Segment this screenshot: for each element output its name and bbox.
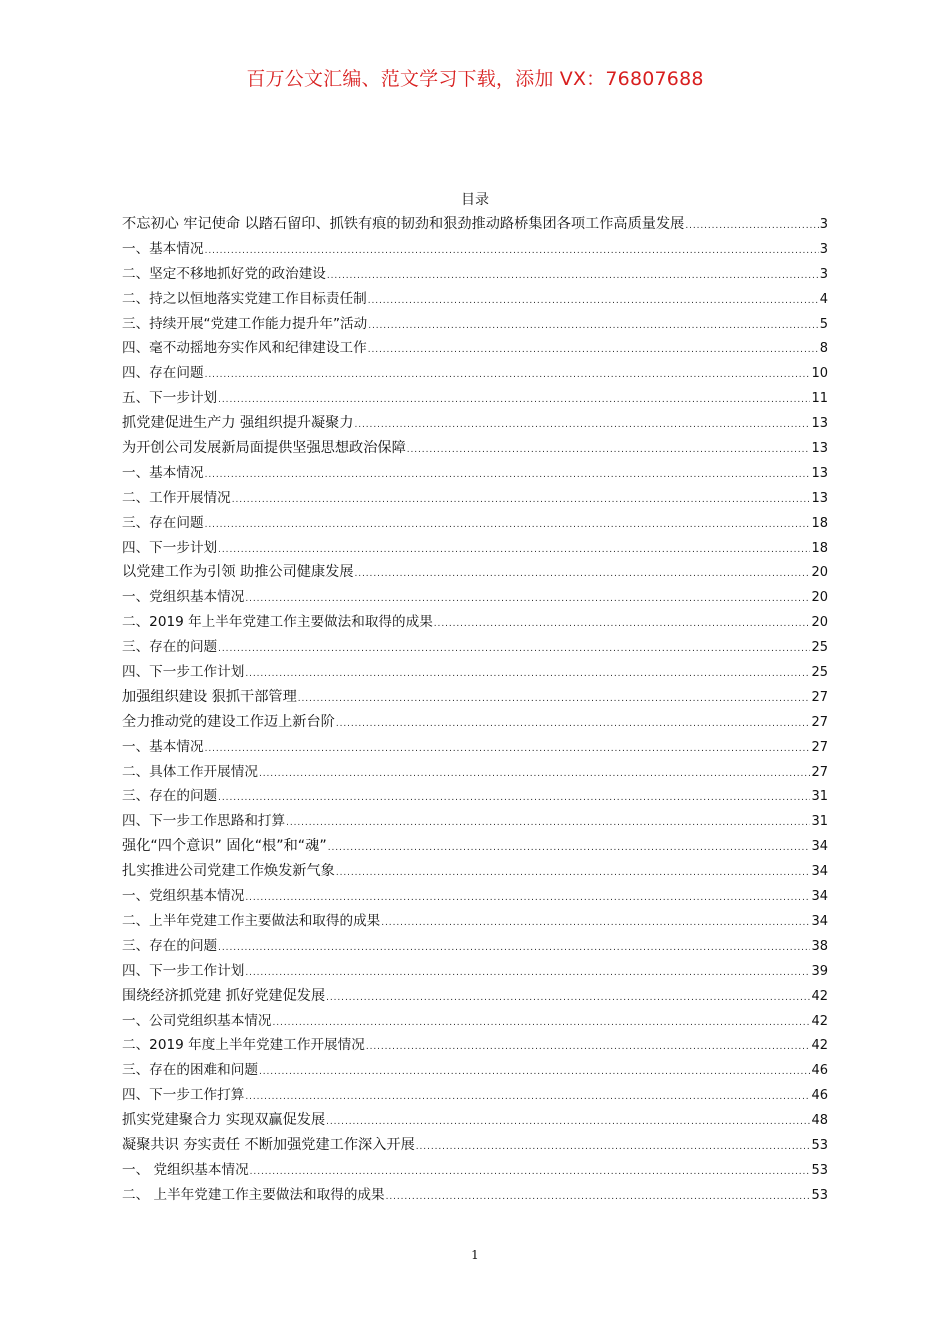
toc-entry-page: 42: [811, 1013, 828, 1029]
toc-entry[interactable]: [122, 710, 828, 735]
toc-entry-title: 加强组织建设 狠抓干部管理: [122, 688, 297, 705]
toc-dot-leader: [434, 612, 811, 637]
toc-entry-page: 27: [811, 689, 828, 705]
toc-entry-title: 以党建工作为引领 助推公司健康发展: [122, 564, 354, 581]
toc-entry-page: 38: [811, 938, 828, 954]
toc-entry[interactable]: [122, 461, 828, 486]
toc-entry-title: 二、上半年党建工作主要做法和取得的成果: [122, 912, 381, 929]
toc-entry-page: 13: [811, 416, 828, 432]
toc-entry-title: 五、下一步计划: [122, 390, 218, 407]
toc-dot-leader: [245, 587, 810, 612]
toc-dot-leader: [205, 737, 811, 762]
toc-entry-title: 抓实党建聚合力 实现双赢促发展: [122, 1112, 326, 1129]
toc-entry-title: 一、 党组织基本情况: [122, 1161, 249, 1178]
toc-dot-leader: [407, 438, 811, 463]
page-number: 1: [471, 1248, 479, 1262]
toc-entry-page: 13: [811, 490, 828, 506]
toc-dot-leader: [368, 289, 819, 314]
toc-entry-page: 34: [811, 864, 828, 880]
toc-entry-title: 一、基本情况: [122, 240, 204, 257]
toc-dot-leader: [286, 811, 810, 836]
toc-entry-page: 20: [811, 565, 828, 581]
toc-dot-leader: [218, 637, 810, 662]
toc-entry[interactable]: [122, 959, 828, 984]
toc-dot-leader: [368, 314, 819, 339]
toc-entry-title: 为开创公司发展新局面提供坚强思想政治保障: [122, 440, 406, 457]
toc-entry-title: 二、 上半年党建工作主要做法和取得的成果: [122, 1186, 385, 1203]
toc-entry-title: 四、存在问题: [122, 365, 204, 382]
toc-entry-page: 18: [811, 515, 828, 531]
toc-entry-title: 四、下一步工作打算: [122, 1087, 245, 1104]
toc-entry[interactable]: [122, 909, 828, 934]
toc-entry-title: 二、2019 年度上半年党建工作开展情况: [122, 1037, 365, 1054]
toc-dot-leader: [218, 936, 810, 961]
toc-entry[interactable]: [122, 1033, 828, 1058]
toc-entry-title: 抓党建促进生产力 强组织提升凝聚力: [122, 415, 354, 432]
toc-dot-leader: [336, 861, 811, 886]
toc-entry[interactable]: [122, 859, 828, 884]
toc-entry-page: 3: [819, 266, 828, 282]
toc-dot-leader: [381, 911, 810, 936]
toc-entry-title: 三、存在问题: [122, 514, 204, 531]
toc-dot-leader: [328, 836, 811, 861]
toc-entry-title: 二、坚定不移地抓好党的政治建设: [122, 265, 326, 282]
toc-dot-leader: [366, 1035, 811, 1060]
toc-dot-leader: [416, 1135, 811, 1160]
toc-dot-leader: [218, 388, 810, 413]
toc-entry-page: 25: [811, 640, 828, 656]
toc-dot-leader: [218, 786, 810, 811]
toc-entry-page: 27: [811, 714, 828, 730]
toc-entry-page: 31: [811, 789, 828, 805]
toc-dot-leader: [327, 264, 819, 289]
toc-entry[interactable]: [122, 1009, 828, 1034]
toc-dot-leader: [326, 1110, 810, 1135]
toc-entry-page: 10: [811, 366, 828, 382]
toc-entry[interactable]: [122, 511, 828, 536]
toc-entry[interactable]: [122, 287, 828, 312]
toc-entry-title: 三、存在的困难和问题: [122, 1062, 258, 1079]
toc-entry[interactable]: [122, 1083, 828, 1108]
toc-dot-leader: [336, 712, 811, 737]
toc-entry-page: 31: [811, 814, 828, 830]
toc-entry-title: 三、存在的问题: [122, 639, 218, 656]
toc-entry-title: 四、下一步计划: [122, 539, 218, 556]
toc-entry-page: 3: [819, 217, 828, 232]
toc-entry[interactable]: [122, 411, 828, 436]
toc-entry-page: 53: [811, 1162, 828, 1178]
toc-entry-page: 13: [811, 441, 828, 457]
toc-dot-leader: [205, 513, 811, 538]
toc-entry[interactable]: [122, 386, 828, 411]
toc-entry-title: 四、下一步工作计划: [122, 664, 245, 681]
toc-entry[interactable]: [122, 834, 828, 859]
toc-entry-page: 8: [819, 341, 828, 357]
toc-entry-title: 二、2019 年上半年党建工作主要做法和取得的成果: [122, 614, 433, 631]
toc-entry-title: 扎实推进公司党建工作焕发新气象: [122, 863, 335, 880]
toc-entry-page: 46: [811, 1063, 828, 1079]
toc-entry-title: 一、基本情况: [122, 738, 204, 755]
toc-entry[interactable]: [122, 610, 828, 635]
toc-title: 目录: [461, 192, 489, 208]
toc-entry-page: 39: [811, 963, 828, 979]
toc-entry-page: 4: [819, 291, 828, 307]
toc-entry[interactable]: [122, 760, 828, 785]
table-of-contents: [122, 212, 828, 1208]
toc-entry[interactable]: [122, 361, 828, 386]
toc-dot-leader: [232, 488, 811, 513]
toc-entry-page: 20: [811, 590, 828, 606]
toc-dot-leader: [205, 463, 811, 488]
toc-entry-page: 25: [811, 665, 828, 681]
toc-entry-page: 3: [819, 241, 828, 257]
toc-dot-leader: [273, 1011, 811, 1036]
toc-entry[interactable]: [122, 735, 828, 760]
toc-dot-leader: [386, 1185, 811, 1210]
toc-entry-title: 强化“四个意识” 固化“根”和“魂”: [122, 838, 327, 855]
toc-entry[interactable]: [122, 585, 828, 610]
toc-entry-page: 27: [811, 739, 828, 755]
toc-entry-title: 不忘初心 牢记使命 以踏石留印、抓铁有痕的韧劲和狠劲推动路桥集团各项工作高质量发展: [122, 216, 685, 232]
toc-dot-leader: [245, 662, 810, 687]
toc-entry-title: 凝聚共识 夯实责任 不断加强党建工作深入开展: [122, 1136, 415, 1153]
toc-entry-page: 18: [811, 540, 828, 556]
toc-entry-title: 全力推动党的建设工作迈上新台阶: [122, 713, 335, 730]
toc-entry-page: 13: [811, 465, 828, 481]
toc-entry-title: 二、工作开展情况: [122, 489, 231, 506]
toc-entry-title: 一、公司党组织基本情况: [122, 1012, 272, 1029]
toc-entry[interactable]: [122, 336, 828, 361]
toc-dot-leader: [355, 413, 811, 438]
toc-entry[interactable]: [122, 809, 828, 834]
toc-entry[interactable]: [122, 784, 828, 809]
toc-entry[interactable]: [122, 262, 828, 287]
toc-entry[interactable]: [122, 635, 828, 660]
toc-entry-title: 四、下一步工作计划: [122, 962, 245, 979]
toc-dot-leader: [250, 1160, 811, 1185]
header-banner: 百万公文汇编、范文学习下载，添加 VX：76807688: [246, 68, 704, 90]
toc-dot-leader: [205, 239, 819, 264]
toc-entry-page: 53: [811, 1187, 828, 1203]
toc-entry[interactable]: [122, 560, 828, 585]
toc-entry[interactable]: [122, 237, 828, 262]
toc-entry-page: 20: [811, 615, 828, 631]
toc-entry-title: 围绕经济抓党建 抓好党建促发展: [122, 987, 326, 1004]
toc-dot-leader: [355, 562, 811, 587]
toc-entry-page: 27: [811, 764, 828, 780]
toc-entry[interactable]: [122, 1108, 828, 1133]
toc-entry-title: 一、基本情况: [122, 464, 204, 481]
toc-entry[interactable]: [122, 486, 828, 511]
toc-entry[interactable]: [122, 1183, 828, 1208]
toc-entry[interactable]: [122, 1158, 828, 1183]
toc-dot-leader: [245, 961, 810, 986]
toc-entry[interactable]: [122, 536, 828, 561]
toc-dot-leader: [326, 986, 810, 1011]
toc-entry[interactable]: [122, 212, 828, 237]
toc-entry[interactable]: [122, 984, 828, 1009]
toc-entry-title: 一、党组织基本情况: [122, 888, 245, 905]
toc-dot-leader: [685, 214, 818, 239]
toc-dot-leader: [259, 1060, 811, 1085]
toc-entry-title: 二、具体工作开展情况: [122, 763, 258, 780]
toc-entry[interactable]: [122, 312, 828, 337]
toc-dot-leader: [245, 1085, 810, 1110]
toc-entry-title: 四、下一步工作思路和打算: [122, 813, 286, 830]
toc-entry[interactable]: [122, 436, 828, 461]
toc-entry-title: 三、存在的问题: [122, 788, 218, 805]
toc-entry-page: 34: [811, 889, 828, 905]
toc-entry-title: 二、持之以恒地落实党建工作目标责任制: [122, 290, 367, 307]
toc-entry-page: 5: [819, 316, 828, 332]
toc-entry-page: 11: [811, 391, 828, 407]
toc-entry[interactable]: [122, 685, 828, 710]
toc-entry-page: 48: [811, 1113, 828, 1129]
toc-entry-page: 46: [811, 1088, 828, 1104]
toc-dot-leader: [259, 762, 811, 787]
toc-dot-leader: [298, 687, 811, 712]
toc-entry[interactable]: [122, 660, 828, 685]
toc-dot-leader: [218, 538, 810, 563]
toc-entry-title: 一、党组织基本情况: [122, 589, 245, 606]
toc-entry[interactable]: [122, 884, 828, 909]
toc-entry-page: 34: [811, 839, 828, 855]
toc-entry[interactable]: [122, 934, 828, 959]
toc-entry[interactable]: [122, 1133, 828, 1158]
toc-entry-page: 53: [811, 1137, 828, 1153]
toc-entry-page: 42: [811, 988, 828, 1004]
toc-dot-leader: [245, 886, 810, 911]
toc-entry-page: 42: [811, 1038, 828, 1054]
toc-entry-title: 三、持续开展“党建工作能力提升年”活动: [122, 315, 368, 332]
toc-entry-page: 34: [811, 913, 828, 929]
toc-dot-leader: [205, 363, 811, 388]
toc-entry-title: 四、毫不动摇地夯实作风和纪律建设工作: [122, 340, 367, 357]
toc-dot-leader: [368, 338, 819, 363]
toc-entry-title: 三、存在的问题: [122, 937, 218, 954]
toc-entry[interactable]: [122, 1058, 828, 1083]
